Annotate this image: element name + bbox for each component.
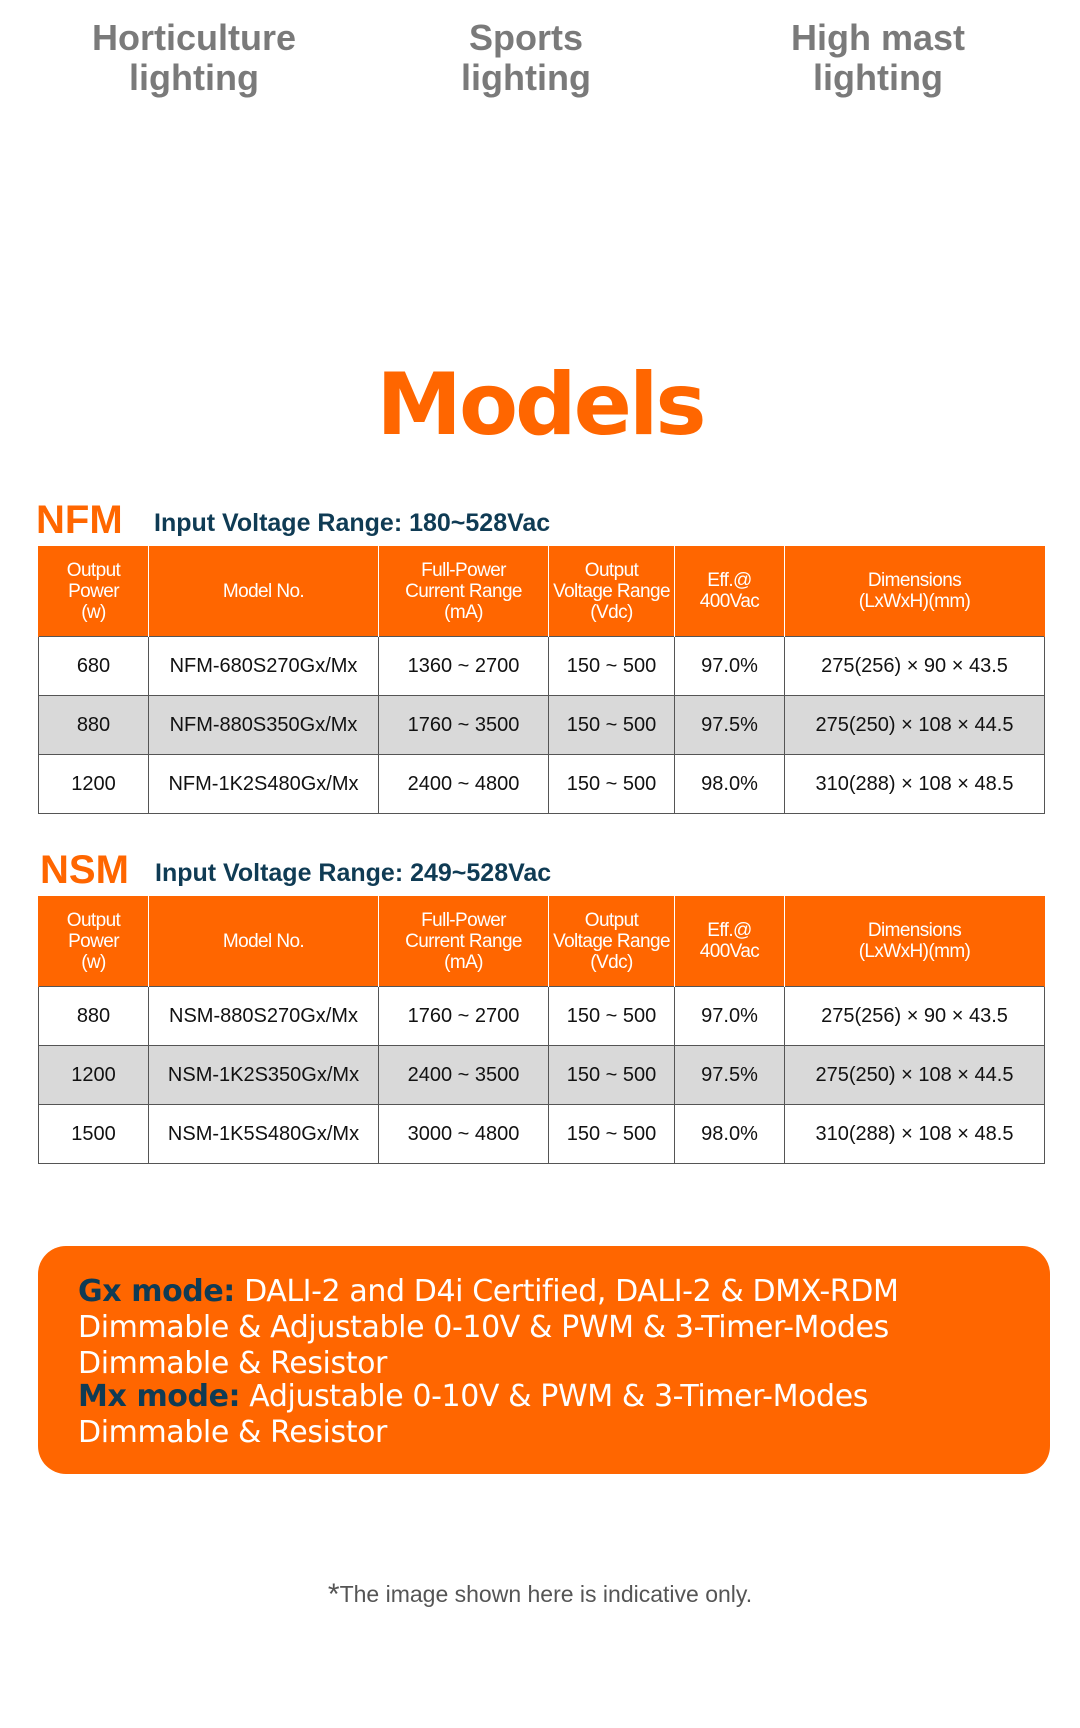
header-dimensions: Dimensions (LxWxH)(mm)	[785, 546, 1045, 637]
header-model-no: Model No.	[149, 546, 379, 637]
cell-dimensions: 275(250) × 108 × 44.5	[785, 696, 1045, 755]
header-efficiency: Eff.@ 400Vac	[675, 896, 785, 987]
cell-model: NFM-680S270Gx/Mx	[149, 637, 379, 696]
header-output-power: Output Power (w)	[39, 546, 149, 637]
application-line: High mast	[790, 17, 966, 58]
cell-efficiency: 97.5%	[675, 1046, 785, 1105]
header-current-range: Full-Power Current Range (mA)	[379, 896, 549, 987]
header-output-power: Output Power (w)	[39, 896, 149, 987]
cell-current: 1760 ~ 3500	[379, 696, 549, 755]
cell-efficiency: 98.0%	[675, 1105, 785, 1164]
gx-mode-label: Gx mode:	[78, 1274, 235, 1309]
footnote	[0, 1578, 1080, 1612]
mx-mode-description	[78, 1379, 1028, 1451]
header-current-range: Full-Power Current Range (mA)	[379, 546, 549, 637]
table-row	[39, 755, 1045, 814]
spec-table-nfm	[38, 546, 1045, 814]
cell-power: 1500	[39, 1105, 149, 1164]
table-row	[39, 1046, 1045, 1105]
application-line: Sports	[468, 17, 583, 58]
header-dimensions: Dimensions (LxWxH)(mm)	[785, 896, 1045, 987]
table-row	[39, 1105, 1045, 1164]
table-row	[39, 637, 1045, 696]
application-sports	[396, 18, 656, 98]
table-row	[39, 696, 1045, 755]
footnote-asterisk: *	[327, 1578, 340, 1611]
cell-voltage: 150 ~ 500	[549, 987, 675, 1046]
cell-voltage: 150 ~ 500	[549, 755, 675, 814]
cell-dimensions: 310(288) × 108 × 48.5	[785, 755, 1045, 814]
cell-power: 880	[39, 696, 149, 755]
cell-voltage: 150 ~ 500	[549, 1046, 675, 1105]
cell-model: NSM-1K2S350Gx/Mx	[149, 1046, 379, 1105]
cell-dimensions: 275(256) × 90 × 43.5	[785, 987, 1045, 1046]
header-voltage-range: Output Voltage Range (Vdc)	[549, 546, 675, 637]
header-efficiency: Eff.@ 400Vac	[675, 546, 785, 637]
table-header-row	[39, 896, 1045, 987]
cell-power: 1200	[39, 755, 149, 814]
cell-efficiency: 98.0%	[675, 755, 785, 814]
cell-model: NFM-880S350Gx/Mx	[149, 696, 379, 755]
mx-mode-label: Mx mode:	[78, 1379, 241, 1414]
mx-mode-text: Adjustable 0-10V & PWM & 3-Timer-Modes Dimmable & Resistor	[78, 1379, 868, 1450]
input-voltage-range: Input Voltage Range: 249~528Vac	[155, 859, 552, 887]
series-name: NFM	[36, 498, 123, 542]
application-line: lighting	[813, 57, 943, 98]
application-high-mast	[748, 18, 1008, 98]
header-model-no: Model No.	[149, 896, 379, 987]
cell-dimensions: 275(256) × 90 × 43.5	[785, 637, 1045, 696]
cell-dimensions: 310(288) × 108 × 48.5	[785, 1105, 1045, 1164]
application-horticulture	[64, 18, 324, 98]
cell-voltage: 150 ~ 500	[549, 1105, 675, 1164]
application-line: Horticulture	[91, 17, 296, 58]
header-voltage-range: Output Voltage Range (Vdc)	[549, 896, 675, 987]
cell-current: 2400 ~ 4800	[379, 755, 549, 814]
mode-info-box	[38, 1246, 1050, 1474]
cell-voltage: 150 ~ 500	[549, 637, 675, 696]
table-header-row	[39, 546, 1045, 637]
cell-current: 2400 ~ 3500	[379, 1046, 549, 1105]
cell-efficiency: 97.0%	[675, 987, 785, 1046]
cell-current: 3000 ~ 4800	[379, 1105, 549, 1164]
cell-power: 880	[39, 987, 149, 1046]
cell-model: NFM-1K2S480Gx/Mx	[149, 755, 379, 814]
cell-model: NSM-1K5S480Gx/Mx	[149, 1105, 379, 1164]
cell-power: 680	[39, 637, 149, 696]
cell-current: 1760 ~ 2700	[379, 987, 549, 1046]
footnote-text: The image shown here is indicative only.	[339, 1581, 753, 1607]
input-voltage-range: Input Voltage Range: 180~528Vac	[154, 509, 551, 537]
cell-dimensions: 275(250) × 108 × 44.5	[785, 1046, 1045, 1105]
gx-mode-description	[78, 1274, 1028, 1382]
cell-model: NSM-880S270Gx/Mx	[149, 987, 379, 1046]
cell-current: 1360 ~ 2700	[379, 637, 549, 696]
application-line: lighting	[129, 57, 259, 98]
spec-table-nsm	[38, 896, 1045, 1164]
cell-power: 1200	[39, 1046, 149, 1105]
section-title: Models	[376, 355, 704, 455]
series-name: NSM	[40, 848, 129, 892]
cell-voltage: 150 ~ 500	[549, 696, 675, 755]
cell-efficiency: 97.5%	[675, 696, 785, 755]
table-row	[39, 987, 1045, 1046]
cell-efficiency: 97.0%	[675, 637, 785, 696]
application-line: lighting	[461, 57, 591, 98]
gx-mode-text: DALI-2 and D4i Certified, DALI-2 & DMX-RDM Dimmable & Adjustable 0-10V & PWM & 3-Timer-Modes Dimmable & Resistor	[78, 1274, 899, 1381]
